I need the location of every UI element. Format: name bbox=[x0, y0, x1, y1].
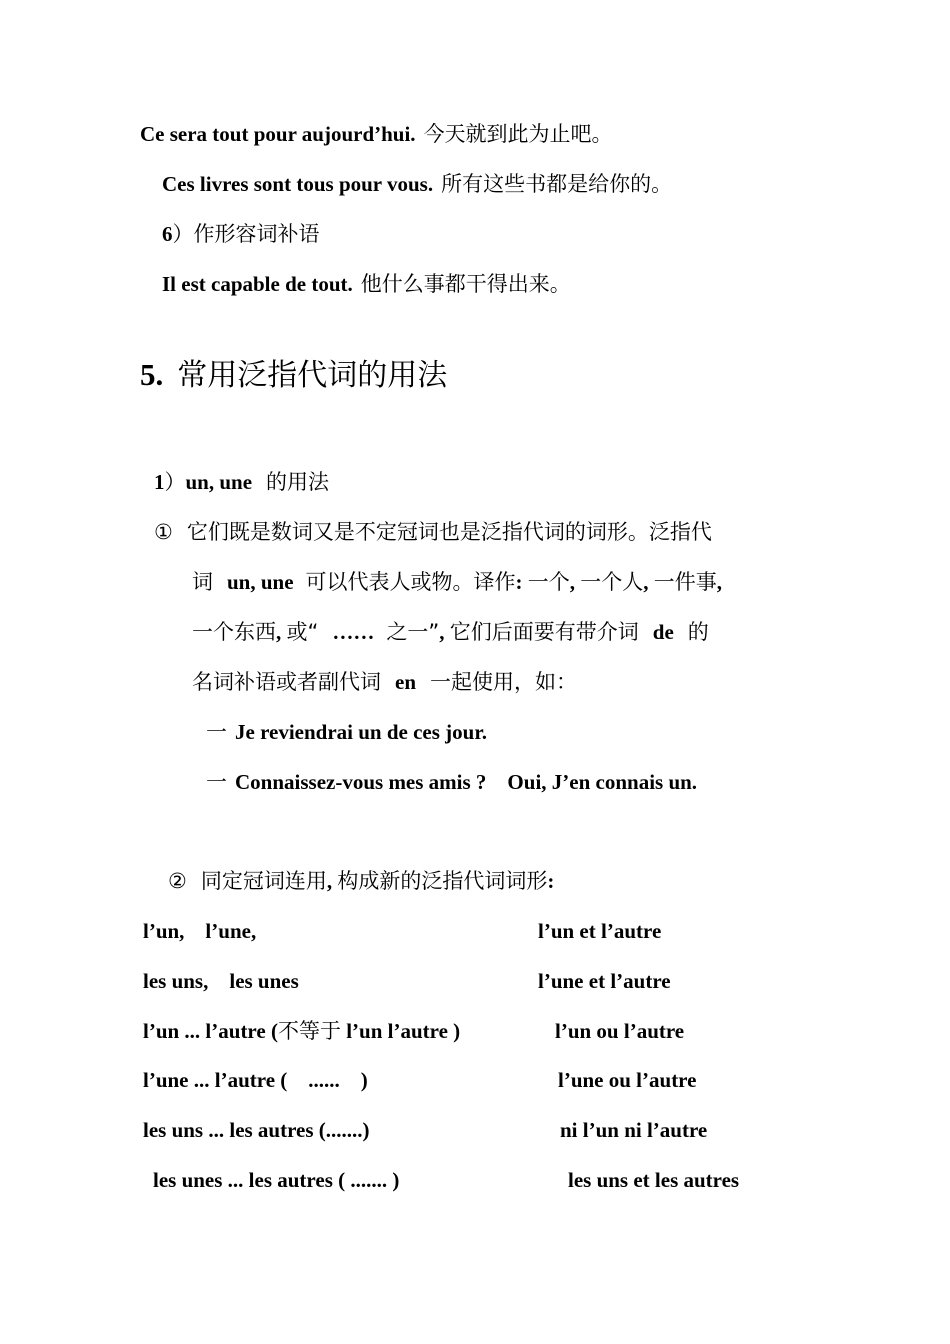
chinese-text: 一个人 bbox=[580, 570, 644, 594]
sentence-1 bbox=[140, 120, 613, 148]
dash-marker: 一 bbox=[206, 770, 227, 794]
chinese-text: 可以代表人或物。译作 bbox=[305, 570, 516, 594]
chinese-text: 它们后面要有带介词 bbox=[449, 620, 639, 644]
example-2 bbox=[206, 768, 697, 796]
punct: , bbox=[276, 620, 287, 644]
french-text: Ces livres sont tous pour vous. bbox=[162, 172, 434, 196]
punct: : bbox=[515, 570, 528, 594]
dash-marker: 一 bbox=[206, 720, 227, 744]
chinese-text: 名词补语或者副代词 bbox=[192, 670, 381, 694]
form-left-2: les uns, les unes bbox=[143, 969, 299, 993]
form-right-4: l’une ou l’autre bbox=[558, 1068, 697, 1092]
french-text: de bbox=[652, 620, 674, 644]
chinese-text: 一起使用，如： bbox=[430, 670, 577, 694]
subheading-6 bbox=[162, 220, 320, 248]
form-left-3 bbox=[143, 1017, 460, 1045]
chinese-text: 他什么事都干得出来。 bbox=[360, 272, 571, 296]
chinese-text: 一个 bbox=[527, 570, 570, 594]
form-right-6: les uns et les autres bbox=[568, 1168, 740, 1192]
form-left-4: l’une ... l’autre ( ...... ) bbox=[143, 1068, 368, 1092]
chinese-text: 词 bbox=[192, 570, 213, 594]
chinese-text: 同定冠词连用 bbox=[200, 869, 327, 893]
form-right-1: l’un et l’autre bbox=[538, 919, 662, 943]
paren: ） bbox=[164, 470, 186, 494]
chinese-text: 它们既是数词又是不定冠词也是泛指代词的词形。泛指代 bbox=[186, 520, 712, 544]
chinese-text: 的用法 bbox=[266, 470, 330, 494]
form-right-3: l’un ou l’autre bbox=[555, 1019, 685, 1043]
sentence-2 bbox=[162, 170, 672, 198]
item-number: 1 bbox=[154, 470, 165, 494]
subheading-1 bbox=[154, 468, 329, 496]
french-text: l’un l’autre ) bbox=[340, 1019, 461, 1043]
french-text: un, une bbox=[185, 470, 253, 494]
sentence-3 bbox=[162, 270, 571, 298]
circled-two-marker: ② bbox=[168, 869, 187, 893]
chinese-text: 的 bbox=[687, 620, 709, 644]
section-number: 5. bbox=[140, 357, 164, 392]
chinese-text: 今天就到此为止吧。 bbox=[423, 122, 613, 146]
french-text: l’un ... l’autre ( bbox=[143, 1019, 278, 1043]
punct: : bbox=[547, 869, 555, 893]
section-heading bbox=[140, 355, 447, 396]
punct: , bbox=[439, 620, 450, 644]
chinese-text: 之一” bbox=[386, 620, 440, 644]
form-left-6: les unes ... les autres ( ....... ) bbox=[153, 1168, 400, 1192]
point-1-line-3 bbox=[192, 618, 709, 646]
chinese-text: 一个东西 bbox=[192, 620, 276, 644]
chinese-text: 不等于 bbox=[277, 1019, 341, 1043]
french-text: Ce sera tout pour aujourd’hui. bbox=[140, 122, 416, 146]
point-1-line-4 bbox=[192, 668, 577, 696]
french-text: Il est capable de tout. bbox=[162, 272, 353, 296]
circled-one-marker: ① bbox=[154, 520, 173, 544]
chinese-text: 一件事 bbox=[653, 570, 717, 594]
form-right-2: l’une et l’autre bbox=[538, 969, 671, 993]
example-1 bbox=[206, 718, 487, 746]
point-1-line-2 bbox=[192, 568, 722, 596]
chinese-text: 或“ bbox=[286, 620, 319, 644]
french-text: Connaissez-vous mes amis ? Oui, J’en connais un. bbox=[235, 770, 698, 794]
french-text: en bbox=[395, 670, 416, 694]
punct: , bbox=[326, 869, 338, 893]
punct: , bbox=[643, 570, 654, 594]
french-text: un, une bbox=[227, 570, 294, 594]
form-left-5: les uns ... les autres (.......) bbox=[143, 1118, 370, 1142]
chinese-text: 所有这些书都是给你的。 bbox=[441, 172, 673, 196]
point-1-line-1 bbox=[154, 518, 712, 546]
chinese-text: ）作形容词补语 bbox=[172, 222, 320, 246]
form-left-1: l’un, l’une, bbox=[143, 919, 257, 943]
punct: , bbox=[716, 570, 723, 594]
point-2 bbox=[168, 867, 554, 895]
chinese-text: 构成新的泛指代词词形 bbox=[337, 869, 548, 893]
form-right-5: ni l’un ni l’autre bbox=[560, 1118, 708, 1142]
french-text: Je reviendrai un de ces jour. bbox=[235, 720, 487, 744]
section-title: 常用泛指代词的用法 bbox=[177, 358, 448, 393]
ellipsis: …… bbox=[332, 620, 375, 644]
item-number: 6 bbox=[162, 222, 173, 246]
punct: , bbox=[569, 570, 581, 594]
